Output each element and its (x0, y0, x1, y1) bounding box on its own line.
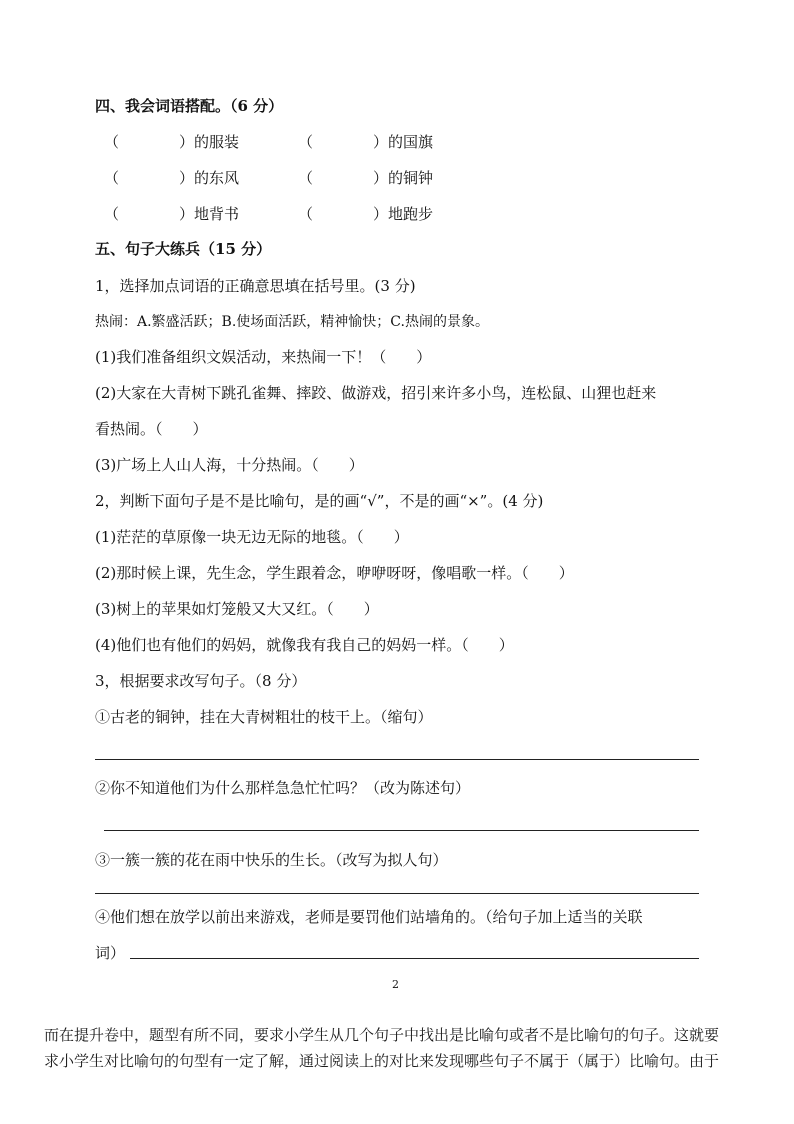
question-item: (2)那时候上课，先生念，学生跟着念，咿咿呀呀，像唱歌一样。（ ） (95, 564, 574, 582)
match-item: （ ）的服装 (104, 133, 240, 151)
answer-line[interactable] (95, 893, 699, 894)
question-item: 看热闹。（ ） (95, 420, 208, 438)
commentary-line: 求小学生对比喻句的句型有一定了解，通过阅读上的对比来发现哪些句子不属于（属于）比喻句。由于 (44, 1052, 720, 1070)
question-item: (3)树上的苹果如灯笼般又大又红。（ ） (95, 600, 379, 618)
commentary-line: 而在提升卷中，题型有所不同，要求小学生从几个句子中找出是比喻句或者不是比喻句的句子。这就要 (44, 1026, 720, 1044)
match-item: （ ）地背书 (104, 205, 240, 223)
question-item: (2)大家在大青树下跳孔雀舞、摔跤、做游戏，招引来许多小鸟，连松鼠、山狸也赶来 (95, 384, 657, 402)
question-item: ④他们想在放学以前出来游戏，老师是要罚他们站墙角的。（给句子加上适当的关联 (95, 908, 643, 926)
answer-line[interactable] (130, 958, 699, 959)
question-item: (4)他们也有他们的妈妈，就像我有我自己的妈妈一样。（ ） (95, 636, 514, 654)
question-2-prompt: 2，判断下面句子是不是比喻句，是的画“√”，不是的画“×”。(4 分) (95, 492, 544, 510)
question-item: (1)我们准备组织文娱活动，来热闹一下！（ ） (95, 348, 432, 366)
question-item: (3)广场上人山人海，十分热闹。（ ） (95, 456, 364, 474)
page-number: 2 (392, 978, 399, 991)
match-item: （ ）的东风 (104, 169, 240, 187)
question-item: ③一簇一簇的花在雨中快乐的生长。（改写为拟人句） (95, 851, 448, 869)
section-5-title: 五、句子大练兵（15 分） (95, 240, 272, 258)
match-item: （ ）的国旗 (298, 133, 434, 151)
question-item: (1)茫茫的草原像一块无边无际的地毯。（ ） (95, 528, 409, 546)
question-1-options: 热闹：A.繁盛活跃；B.使场面活跃，精神愉快；C.热闹的景象。 (95, 314, 489, 330)
question-item: 词） (95, 944, 126, 962)
question-item: ①古老的铜钟，挂在大青树粗壮的枝干上。（缩句） (95, 708, 433, 726)
question-1-prompt: 1，选择加点词语的正确意思填在括号里。(3 分) (95, 277, 416, 295)
answer-line[interactable] (104, 830, 699, 831)
answer-line[interactable] (95, 759, 699, 760)
question-item: ②你不知道他们为什么那样急急忙忙吗？（改为陈述句） (95, 779, 471, 797)
match-item: （ ）的铜钟 (298, 169, 434, 187)
question-3-prompt: 3，根据要求改写句子。（8 分） (95, 672, 307, 690)
match-item: （ ）地跑步 (298, 205, 434, 223)
section-4-title: 四、我会词语搭配。（6 分） (95, 97, 284, 115)
